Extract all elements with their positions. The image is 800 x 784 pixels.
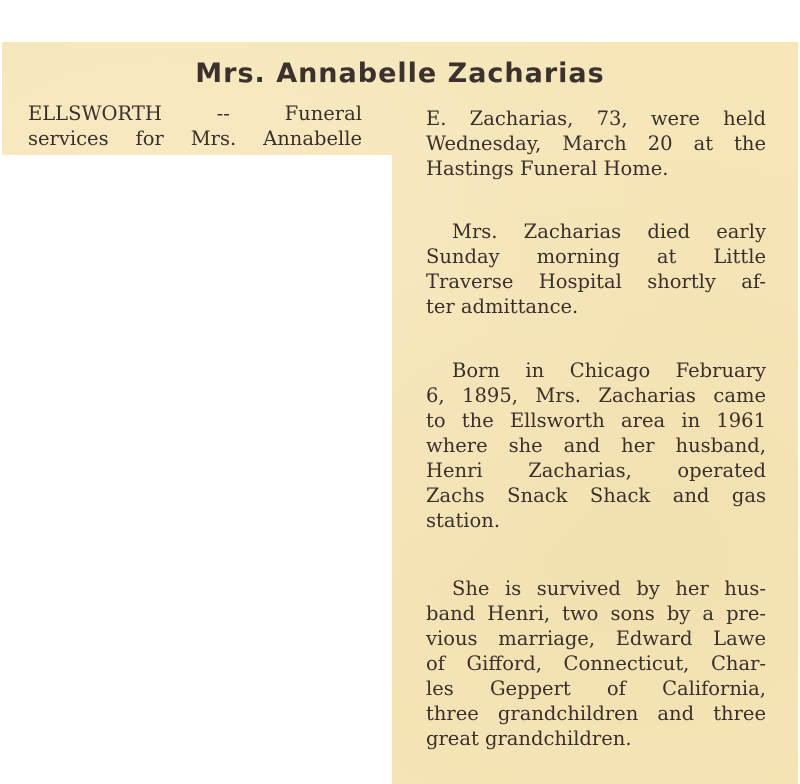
text-line: vious marriage, Edward Lawe — [426, 627, 766, 650]
text-line: Wednesday, March 20 at the — [426, 132, 766, 155]
headline: Mrs. Annabelle Zacharias — [195, 58, 605, 89]
text-line: les Geppert of California, — [426, 677, 766, 700]
text-line: She is survived by her hus- — [452, 577, 766, 600]
text-line: Born in Chicago February — [452, 359, 766, 382]
text-line: of Gifford, Connecticut, Char- — [426, 652, 766, 675]
text-line: band Henri, two sons by a pre- — [426, 602, 766, 625]
text-line: ELLSWORTH -- Funeral — [28, 102, 362, 125]
text-line: Zachs Snack Shack and gas — [426, 484, 766, 507]
text-line: Mrs. Zacharias died early — [452, 220, 766, 243]
text-line: Traverse Hospital shortly af- — [426, 270, 766, 293]
text-line: Sunday morning at Little — [426, 245, 766, 268]
text-line: Hastings Funeral Home. — [426, 157, 669, 180]
text-line: station. — [426, 509, 501, 532]
text-line: services for Mrs. Annabelle — [28, 127, 362, 150]
text-line: great grandchildren. — [426, 727, 632, 750]
text-line: where she and her husband, — [426, 434, 766, 457]
blank-area — [0, 155, 392, 784]
text-line: to the Ellsworth area in 1961 — [426, 409, 766, 432]
text-line: E. Zacharias, 73, were held — [426, 107, 766, 130]
text-line: 6, 1895, Mrs. Zacharias came — [426, 384, 766, 407]
text-line: three grandchildren and three — [426, 702, 766, 725]
text-line: Henri Zacharias, operated — [426, 459, 766, 482]
text-line: ter admittance. — [426, 295, 579, 318]
